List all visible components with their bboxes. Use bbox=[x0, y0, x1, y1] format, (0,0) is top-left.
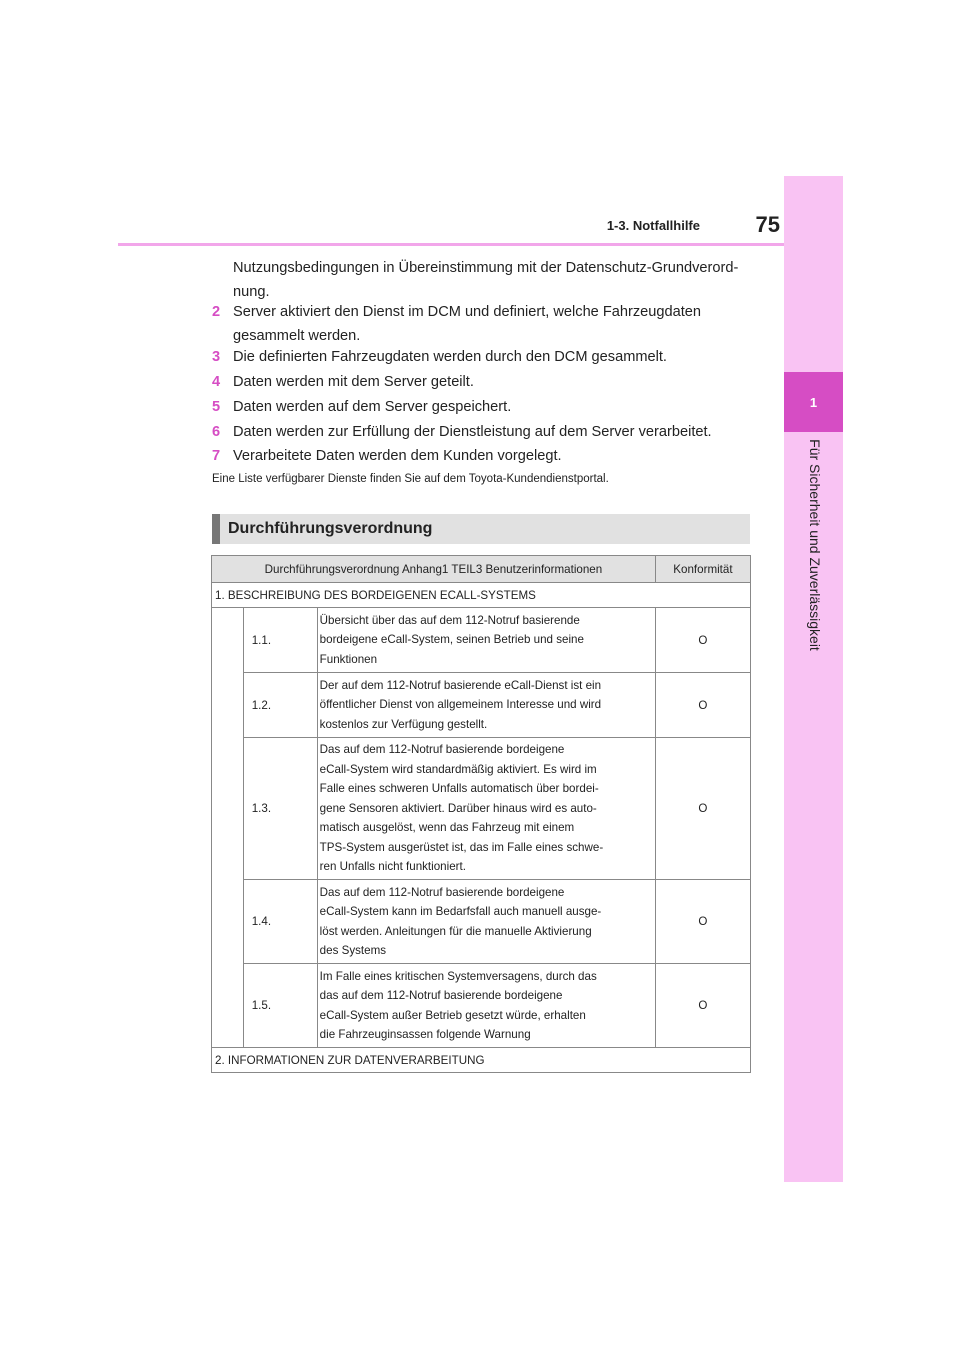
step-6: 6 Daten werden zur Erfüllung der Dienstleistung auf dem Server verarbeitet. bbox=[212, 420, 752, 444]
table-section-row: 1. BESCHREIBUNG DES BORDEIGENEN ECALL-SYSTEMS bbox=[212, 583, 751, 608]
chapter-tab bbox=[784, 176, 843, 1182]
conformity-header: Konformität bbox=[655, 556, 750, 583]
step-4: 4 Daten werden mit dem Server geteilt. bbox=[212, 370, 752, 394]
step-7: 7 Verarbeitete Daten werden dem Kunden vorgelegt. bbox=[212, 444, 752, 468]
continuation-text: Nutzungsbedingungen in Übereinstimmung mit der Datenschutz-Grundverord- nung. bbox=[233, 260, 739, 300]
section-heading: Durchführungsverordnung bbox=[212, 514, 750, 544]
step-number: 6 bbox=[212, 424, 221, 440]
header-divider bbox=[118, 243, 784, 246]
step-number: 2 bbox=[212, 304, 221, 320]
chapter-label: Für Sicherheit und Zuverlässigkeit bbox=[807, 439, 823, 651]
table-section-row: 2. INFORMATIONEN ZUR DATENVERARBEITUNG bbox=[212, 1048, 751, 1073]
service-note: Eine Liste verfügbarer Dienste finden Sie auf dem Toyota-Kundendienstportal. bbox=[212, 473, 609, 485]
regulation-table bbox=[211, 555, 751, 1073]
step-5: 5 Daten werden auf dem Server gespeichert. bbox=[212, 395, 752, 419]
page-number: 75 bbox=[755, 212, 780, 237]
table-header-row bbox=[212, 556, 751, 583]
table-row: 1.3. Das auf dem 112-Notruf basierende bordeigene eCall-System wird standardmäßig aktiviert. Es wird im Falle eines schweren Unfalls automatisch über bordei- gene Sensoren aktiviert. Darüber hinaus wird es auto- matisch ausgelöst, wenn das Fahrzeug mit einem TPS-System ausgerüstet ist, das im Falle eines schwe- ren Unfalls nicht funktioniert. O bbox=[212, 738, 751, 880]
blank-cell bbox=[212, 608, 244, 1048]
step-number: 4 bbox=[212, 374, 221, 390]
table-row: 1.4. Das auf dem 112-Notruf basierende bordeigene eCall-System kann im Bedarfsfall auch manuell ausge- löst werden. Anleitungen für die manuelle Aktivierung des Systems O bbox=[212, 880, 751, 964]
step-number: 7 bbox=[212, 448, 221, 464]
step-3: 3 Die definierten Fahrzeugdaten werden durch den DCM gesammelt. bbox=[212, 345, 752, 369]
step-number: 3 bbox=[212, 349, 221, 365]
column-header: Durchführungsverordnung Anhang1 TEIL3 Benutzerinformationen bbox=[212, 556, 656, 583]
step-number: 5 bbox=[212, 399, 221, 415]
table-row: 1.2. Der auf dem 112-Notruf basierende eCall-Dienst ist ein öffentlicher Dienst von allgemeinem Interesse und wird kostenlos zur Verfügung gestellt. O bbox=[212, 673, 751, 738]
table-row: 1.1. Übersicht über das auf dem 112-Notruf basierende bordeigene eCall-System, seinen Betrieb und seine Funktionen O bbox=[212, 608, 751, 673]
chapter-number: 1 bbox=[784, 372, 843, 432]
step-2: 2 Server aktiviert den Dienst im DCM und definiert, welche Fahrzeugdaten gesammelt werden. bbox=[212, 300, 752, 348]
table-row: 1.5. Im Falle eines kritischen Systemversagens, durch das das auf dem 112-Notruf basierende bordeigene eCall-System außer Betrieb gesetzt würde, erhalten die Fahrzeuginsassen folgende Warnung O bbox=[212, 964, 751, 1048]
section-title: 1-3. Notfallhilfe bbox=[606, 218, 700, 233]
